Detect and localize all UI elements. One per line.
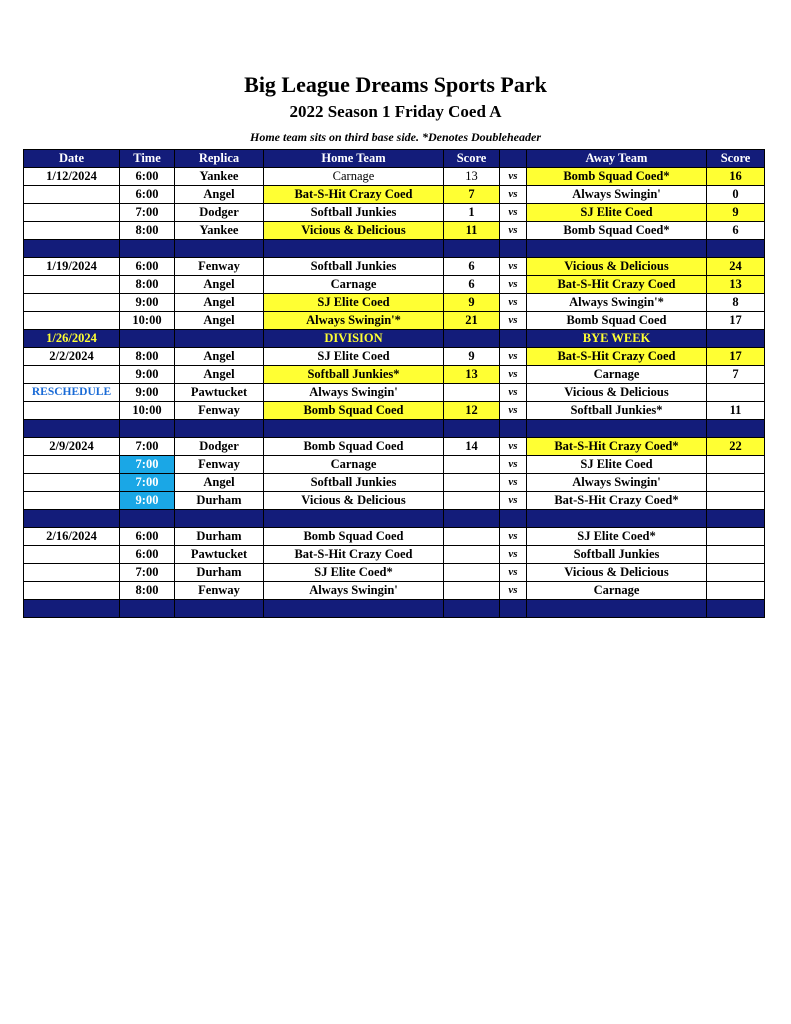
replica-cell: Yankee	[175, 168, 264, 186]
time-cell: 6:00	[120, 168, 175, 186]
col-time-header: Time	[120, 150, 175, 168]
game-row	[24, 582, 765, 600]
time-cell: 6:00	[120, 258, 175, 276]
home-score-cell: 6	[444, 258, 500, 276]
game-row	[24, 402, 765, 420]
replica-cell: Dodger	[175, 438, 264, 456]
away-team-cell: Bomb Squad Coed*	[527, 222, 707, 240]
home-team-cell: Carnage	[264, 168, 444, 186]
replica-cell: Pawtucket	[175, 546, 264, 564]
home-team-cell: SJ Elite Coed*	[264, 564, 444, 582]
home-score-cell	[444, 456, 500, 474]
game-row	[24, 564, 765, 582]
away-score-cell: 8	[707, 294, 765, 312]
date-cell: 1/19/2024	[24, 258, 120, 276]
separator-cell	[120, 510, 175, 528]
time-cell: 7:00	[120, 474, 175, 492]
home-team-cell: Bat-S-Hit Crazy Coed	[264, 186, 444, 204]
time-cell: 9:00	[120, 294, 175, 312]
vs-cell: vs	[500, 582, 527, 600]
replica-cell: Durham	[175, 528, 264, 546]
vs-cell: vs	[500, 186, 527, 204]
replica-cell: Fenway	[175, 456, 264, 474]
time-cell: 8:00	[120, 348, 175, 366]
col-vs-header	[500, 150, 527, 168]
home-team-cell: Softball Junkies	[264, 258, 444, 276]
home-team-cell: Bomb Squad Coed	[264, 528, 444, 546]
away-score-cell	[707, 456, 765, 474]
vs-cell: vs	[500, 276, 527, 294]
vs-cell: vs	[500, 564, 527, 582]
away-team-cell: SJ Elite Coed	[527, 456, 707, 474]
home-score-cell: 13	[444, 168, 500, 186]
home-score-cell	[444, 564, 500, 582]
vs-cell: vs	[500, 294, 527, 312]
vs-cell: vs	[500, 528, 527, 546]
home-team-cell: Softball Junkies*	[264, 366, 444, 384]
home-team-cell: Always Swingin'*	[264, 312, 444, 330]
away-team-cell: Bomb Squad Coed*	[527, 168, 707, 186]
time-cell: 10:00	[120, 312, 175, 330]
home-score-cell: 1	[444, 204, 500, 222]
game-row	[24, 348, 765, 366]
away-score-cell: 16	[707, 168, 765, 186]
time-cell: 6:00	[120, 546, 175, 564]
home-team-cell: Softball Junkies	[264, 474, 444, 492]
doubleheader-note: Home team sits on third base side. *Denotes Doubleheader	[250, 130, 541, 144]
separator-cell	[24, 600, 120, 618]
date-cell: 2/9/2024	[24, 438, 120, 456]
away-team-cell: Vicious & Delicious	[527, 564, 707, 582]
date-cell	[24, 402, 120, 420]
home-score-cell	[444, 474, 500, 492]
home-team-cell: Carnage	[264, 276, 444, 294]
vs-cell	[500, 330, 527, 348]
vs-cell: vs	[500, 492, 527, 510]
game-row	[24, 276, 765, 294]
game-row	[24, 366, 765, 384]
date-cell	[24, 492, 120, 510]
separator-cell	[527, 420, 707, 438]
vs-cell: vs	[500, 366, 527, 384]
separator-cell	[707, 420, 765, 438]
date-cell	[24, 546, 120, 564]
home-score-cell	[444, 528, 500, 546]
home-team-cell: Bomb Squad Coed	[264, 402, 444, 420]
division-row	[24, 330, 765, 348]
replica-cell: Fenway	[175, 258, 264, 276]
separator-cell	[175, 240, 264, 258]
home-score-cell: 11	[444, 222, 500, 240]
separator-cell	[264, 510, 444, 528]
away-score-cell: 0	[707, 186, 765, 204]
game-row	[24, 312, 765, 330]
time-cell: 7:00	[120, 438, 175, 456]
separator-cell	[527, 510, 707, 528]
home-team-cell: Softball Junkies	[264, 204, 444, 222]
game-row	[24, 186, 765, 204]
separator-row	[24, 510, 765, 528]
replica-cell: Yankee	[175, 222, 264, 240]
away-score-cell: 9	[707, 204, 765, 222]
home-score-cell: 6	[444, 276, 500, 294]
replica-cell: Fenway	[175, 582, 264, 600]
game-row	[24, 528, 765, 546]
separator-cell	[264, 240, 444, 258]
date-cell	[24, 456, 120, 474]
separator-cell	[24, 510, 120, 528]
away-team-cell: BYE WEEK	[527, 330, 707, 348]
time-cell: 8:00	[120, 582, 175, 600]
separator-cell	[444, 420, 500, 438]
game-row	[24, 204, 765, 222]
away-team-cell: Softball Junkies*	[527, 402, 707, 420]
date-cell	[24, 276, 120, 294]
game-row	[24, 438, 765, 456]
home-score-cell: 13	[444, 366, 500, 384]
header-row	[24, 150, 765, 168]
time-cell	[120, 330, 175, 348]
away-score-cell: 17	[707, 312, 765, 330]
date-cell	[24, 186, 120, 204]
away-score-cell	[707, 564, 765, 582]
separator-cell	[24, 420, 120, 438]
away-score-cell: 13	[707, 276, 765, 294]
home-score-cell: 21	[444, 312, 500, 330]
away-score-cell	[707, 582, 765, 600]
separator-cell	[527, 240, 707, 258]
time-cell: 7:00	[120, 204, 175, 222]
away-score-cell	[707, 330, 765, 348]
replica-cell: Angel	[175, 312, 264, 330]
time-cell: 9:00	[120, 384, 175, 402]
vs-cell: vs	[500, 312, 527, 330]
date-cell	[24, 294, 120, 312]
date-cell	[24, 312, 120, 330]
date-cell	[24, 474, 120, 492]
separator-cell	[500, 240, 527, 258]
home-score-cell	[444, 546, 500, 564]
away-score-cell	[707, 474, 765, 492]
vs-cell: vs	[500, 384, 527, 402]
separator-row	[24, 600, 765, 618]
date-cell: 2/16/2024	[24, 528, 120, 546]
time-cell: 7:00	[120, 456, 175, 474]
away-team-cell: Softball Junkies	[527, 546, 707, 564]
vs-cell: vs	[500, 438, 527, 456]
away-team-cell: Vicious & Delicious	[527, 384, 707, 402]
home-score-cell: 7	[444, 186, 500, 204]
away-score-cell	[707, 384, 765, 402]
away-score-cell: 11	[707, 402, 765, 420]
home-score-cell	[444, 492, 500, 510]
game-row	[24, 474, 765, 492]
away-score-cell: 6	[707, 222, 765, 240]
separator-cell	[264, 420, 444, 438]
game-row	[24, 222, 765, 240]
replica-cell: Angel	[175, 474, 264, 492]
replica-cell: Angel	[175, 366, 264, 384]
home-score-cell	[444, 384, 500, 402]
separator-cell	[444, 510, 500, 528]
time-cell: 10:00	[120, 402, 175, 420]
separator-cell	[175, 420, 264, 438]
separator-cell	[444, 240, 500, 258]
away-team-cell: Vicious & Delicious	[527, 258, 707, 276]
col-replica-header: Replica	[175, 150, 264, 168]
game-row	[24, 546, 765, 564]
home-score-cell: 12	[444, 402, 500, 420]
replica-cell: Durham	[175, 564, 264, 582]
separator-cell	[24, 240, 120, 258]
separator-cell	[527, 600, 707, 618]
away-team-cell: Always Swingin'*	[527, 294, 707, 312]
home-team-cell: Always Swingin'	[264, 582, 444, 600]
vs-cell: vs	[500, 222, 527, 240]
away-score-cell: 24	[707, 258, 765, 276]
replica-cell: Angel	[175, 276, 264, 294]
replica-cell: Fenway	[175, 402, 264, 420]
replica-cell: Angel	[175, 186, 264, 204]
home-score-cell	[444, 330, 500, 348]
separator-cell	[120, 240, 175, 258]
replica-cell: Angel	[175, 348, 264, 366]
separator-cell	[500, 420, 527, 438]
separator-cell	[500, 600, 527, 618]
date-cell: 2/2/2024	[24, 348, 120, 366]
game-row	[24, 456, 765, 474]
home-team-cell: Always Swingin'	[264, 384, 444, 402]
home-score-cell: 9	[444, 294, 500, 312]
home-team-cell: Carnage	[264, 456, 444, 474]
col-home-team-header: Home Team	[264, 150, 444, 168]
game-row	[24, 384, 765, 402]
home-team-cell: Bomb Squad Coed	[264, 438, 444, 456]
away-team-cell: Carnage	[527, 366, 707, 384]
date-cell	[24, 582, 120, 600]
separator-cell	[175, 600, 264, 618]
separator-cell	[175, 510, 264, 528]
date-cell	[24, 222, 120, 240]
away-team-cell: Bat-S-Hit Crazy Coed*	[527, 492, 707, 510]
game-row	[24, 294, 765, 312]
game-row	[24, 258, 765, 276]
vs-cell: vs	[500, 348, 527, 366]
away-team-cell: Bomb Squad Coed	[527, 312, 707, 330]
game-row	[24, 492, 765, 510]
replica-cell: Angel	[175, 294, 264, 312]
time-cell: 8:00	[120, 222, 175, 240]
away-score-cell	[707, 546, 765, 564]
home-team-cell: SJ Elite Coed	[264, 348, 444, 366]
col-away-score-header: Score	[707, 150, 765, 168]
vs-cell: vs	[500, 546, 527, 564]
time-cell: 9:00	[120, 366, 175, 384]
away-team-cell: Always Swingin'	[527, 474, 707, 492]
date-cell	[24, 204, 120, 222]
home-team-cell: DIVISION	[264, 330, 444, 348]
away-team-cell: Bat-S-Hit Crazy Coed	[527, 348, 707, 366]
home-team-cell: Vicious & Delicious	[264, 492, 444, 510]
away-score-cell	[707, 528, 765, 546]
separator-cell	[707, 510, 765, 528]
vs-cell: vs	[500, 258, 527, 276]
replica-cell: Dodger	[175, 204, 264, 222]
vs-cell: vs	[500, 168, 527, 186]
away-team-cell: SJ Elite Coed*	[527, 528, 707, 546]
vs-cell: vs	[500, 204, 527, 222]
time-cell: 8:00	[120, 276, 175, 294]
home-score-cell: 14	[444, 438, 500, 456]
time-cell: 6:00	[120, 528, 175, 546]
vs-cell: vs	[500, 456, 527, 474]
date-cell	[24, 366, 120, 384]
away-team-cell: Bat-S-Hit Crazy Coed*	[527, 438, 707, 456]
col-home-score-header: Score	[444, 150, 500, 168]
time-cell: 7:00	[120, 564, 175, 582]
separator-cell	[120, 600, 175, 618]
away-team-cell: Carnage	[527, 582, 707, 600]
separator-row	[24, 420, 765, 438]
separator-row	[24, 240, 765, 258]
page-subtitle: 2022 Season 1 Friday Coed A	[289, 102, 502, 121]
home-score-cell: 9	[444, 348, 500, 366]
replica-cell: Pawtucket	[175, 384, 264, 402]
page-title: Big League Dreams Sports Park	[244, 72, 547, 97]
away-team-cell: Bat-S-Hit Crazy Coed	[527, 276, 707, 294]
separator-cell	[707, 600, 765, 618]
away-score-cell	[707, 492, 765, 510]
replica-cell: Durham	[175, 492, 264, 510]
date-cell: 1/12/2024	[24, 168, 120, 186]
home-team-cell: SJ Elite Coed	[264, 294, 444, 312]
replica-cell	[175, 330, 264, 348]
date-cell: 1/26/2024	[24, 330, 120, 348]
vs-cell: vs	[500, 474, 527, 492]
vs-cell: vs	[500, 402, 527, 420]
separator-cell	[707, 240, 765, 258]
away-score-cell: 22	[707, 438, 765, 456]
game-row	[24, 168, 765, 186]
home-score-cell	[444, 582, 500, 600]
time-cell: 9:00	[120, 492, 175, 510]
time-cell: 6:00	[120, 186, 175, 204]
away-team-cell: SJ Elite Coed	[527, 204, 707, 222]
separator-cell	[500, 510, 527, 528]
home-team-cell: Vicious & Delicious	[264, 222, 444, 240]
separator-cell	[120, 420, 175, 438]
away-score-cell: 17	[707, 348, 765, 366]
home-team-cell: Bat-S-Hit Crazy Coed	[264, 546, 444, 564]
separator-cell	[264, 600, 444, 618]
separator-cell	[444, 600, 500, 618]
away-score-cell: 7	[707, 366, 765, 384]
away-team-cell: Always Swingin'	[527, 186, 707, 204]
date-cell	[24, 564, 120, 582]
col-date-header: Date	[24, 150, 120, 168]
date-cell: RESCHEDULE	[24, 384, 120, 402]
schedule-table	[23, 149, 765, 618]
col-away-team-header: Away Team	[527, 150, 707, 168]
